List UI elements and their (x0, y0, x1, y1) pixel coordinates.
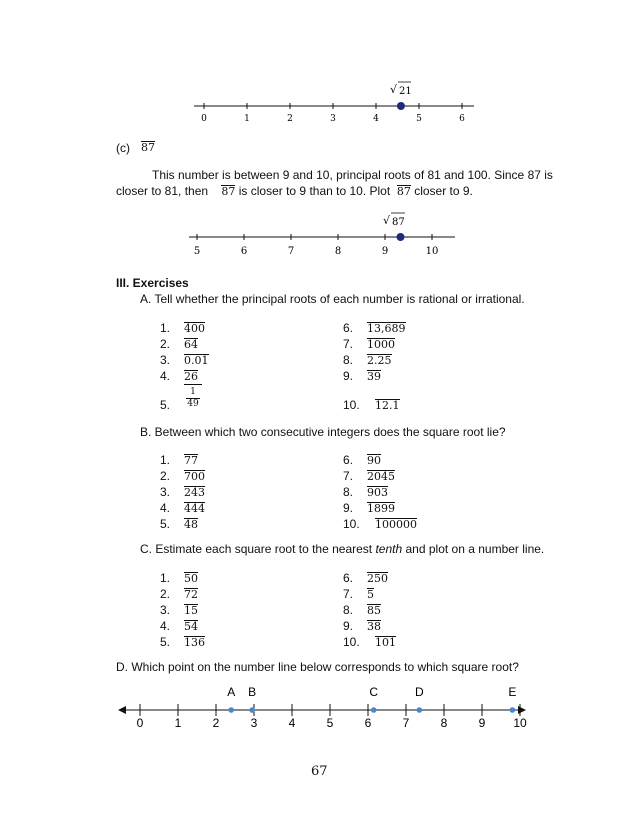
part-c-radical: 87 (141, 141, 155, 154)
item-number: 3. (160, 603, 171, 617)
item-number: 8. (343, 603, 354, 617)
right-arrow-icon (518, 706, 526, 714)
item-number: 7. (343, 337, 354, 351)
radical-expression: 243 (184, 486, 205, 499)
tick-label: 6 (240, 246, 248, 257)
radical-expression: 1000 (367, 338, 395, 351)
radical-expression: 136 (184, 636, 205, 649)
radical-expression: 903 (367, 486, 388, 499)
left-arrow-icon (118, 706, 126, 714)
radical-sign: √ (390, 83, 398, 96)
item-number: 9. (343, 369, 354, 383)
item-number: 2. (160, 469, 171, 483)
radical-expression: 1 49 (184, 384, 202, 410)
item-number: 6. (343, 453, 354, 467)
radical-sign: √ (383, 214, 391, 227)
item-number: 5. (160, 398, 171, 412)
item-number: 9. (343, 501, 354, 515)
item-number: 10. (343, 635, 360, 649)
item-number: 5. (160, 517, 171, 531)
point-label: B (248, 685, 257, 699)
radical-expression: 90 (367, 454, 381, 467)
radical-expression: 54 (184, 620, 198, 633)
point-label: 87 (392, 217, 405, 228)
radical-expression: 38 (367, 620, 381, 633)
point-marker (228, 707, 234, 713)
item-number: 4. (160, 619, 171, 633)
radical-expression: 77 (184, 454, 198, 467)
tick-label: 8 (334, 246, 342, 257)
item-number: 2. (160, 337, 171, 351)
point-marker (371, 707, 377, 713)
radical-expression: 39 (367, 370, 381, 383)
tick-label: 2 (212, 716, 220, 730)
item-number: 3. (160, 353, 171, 367)
radical-expression: 26 (184, 370, 198, 383)
tick-label: 5 (326, 716, 334, 730)
radical-expression: 5 (367, 588, 374, 601)
tick-label: 7 (402, 716, 410, 730)
item-number: 10. (343, 398, 360, 412)
item-number: 5. (160, 635, 171, 649)
point-label: E (508, 685, 517, 699)
radical-expression: 13,689 (367, 322, 406, 335)
point-marker (417, 707, 423, 713)
radical-expression: 2045 (367, 470, 395, 483)
point-label: C (369, 685, 379, 699)
radical-expression: 101 (375, 636, 396, 649)
item-number: 1. (160, 321, 171, 335)
part-c-label: (c) (116, 141, 130, 155)
radical-expression: 250 (367, 572, 388, 585)
item-number: 8. (343, 485, 354, 499)
tick-label: 2 (287, 114, 293, 122)
tick-label: 9 (478, 716, 486, 730)
radical-expression: 2.25 (367, 354, 392, 367)
tick-label: 10 (513, 716, 527, 730)
item-number: 9. (343, 619, 354, 633)
section-title: III. Exercises (116, 276, 189, 290)
radical-expression: 700 (184, 470, 205, 483)
radical-expression: 1899 (367, 502, 395, 515)
tick-label: 6 (459, 114, 465, 122)
radical-expression: 100000 (375, 518, 417, 531)
tick-label: 0 (201, 114, 207, 122)
tick-label: 6 (364, 716, 372, 730)
page-number: 67 (311, 764, 328, 779)
tick-label: 4 (288, 716, 296, 730)
tick-label: 9 (381, 246, 389, 257)
radical-expression: 72 (184, 588, 198, 601)
item-number: 10. (343, 517, 360, 531)
item-number: 2. (160, 587, 171, 601)
radical-expression: 48 (184, 518, 198, 531)
number-line-sqrt21 (190, 80, 480, 122)
radical-expression: 444 (184, 502, 205, 515)
item-number: 4. (160, 501, 171, 515)
item-number: 3. (160, 485, 171, 499)
item-number: 4. (160, 369, 171, 383)
part-c-explanation-1: This number is between 9 and 10, principal roots of 81 and 100. Since 87 is (152, 168, 553, 182)
tick-label: 1 (244, 114, 250, 122)
radical-expression: 15 (184, 604, 198, 617)
item-number: 1. (160, 571, 171, 585)
radical-expression: 64 (184, 338, 198, 351)
item-number: 6. (343, 321, 354, 335)
number-line-exercise-d (112, 682, 532, 732)
tick-label: 7 (287, 246, 295, 257)
item-number: 1. (160, 453, 171, 467)
plotted-point (397, 102, 405, 110)
tick-label: 0 (136, 716, 144, 730)
number-line-sqrt87 (185, 211, 465, 259)
tick-label: 3 (330, 114, 336, 122)
tick-label: 5 (193, 246, 201, 257)
tick-label: 3 (250, 716, 258, 730)
tick-label: 4 (373, 114, 379, 122)
point-label: A (227, 685, 236, 699)
point-marker (249, 707, 255, 713)
tick-label: 5 (416, 114, 422, 122)
item-number: 7. (343, 587, 354, 601)
radical-expression: 0.01 (184, 354, 209, 367)
radical-expression: 400 (184, 322, 205, 335)
tick-label: 1 (174, 716, 182, 730)
tick-label: 8 (440, 716, 448, 730)
item-number: 8. (343, 353, 354, 367)
point-marker (510, 707, 516, 713)
radical-expression: 85 (367, 604, 381, 617)
exercise-c-instruction: C. Estimate each square root to the nearest tenth and plot on a number line. (140, 542, 545, 556)
radical-expression: 50 (184, 572, 198, 585)
point-label: D (414, 685, 424, 699)
exercise-d-instruction: D. Which point on the number line below corresponds to which square root? (116, 660, 519, 674)
item-number: 6. (343, 571, 354, 585)
tick-label: 10 (425, 246, 439, 257)
plotted-point (397, 233, 405, 241)
exercise-b-instruction: B. Between which two consecutive integers does the square root lie? (140, 425, 506, 439)
part-c-explanation-2: closer to 81, then 87 is closer to 9 than to 10. Plot 87 closer to 9. (116, 184, 473, 198)
radical-expression: 12.1 (375, 399, 400, 412)
exercise-a-instruction: A. Tell whether the principal roots of each number is rational or irrational. (140, 292, 525, 306)
point-label: 21 (399, 86, 412, 97)
item-number: 7. (343, 469, 354, 483)
